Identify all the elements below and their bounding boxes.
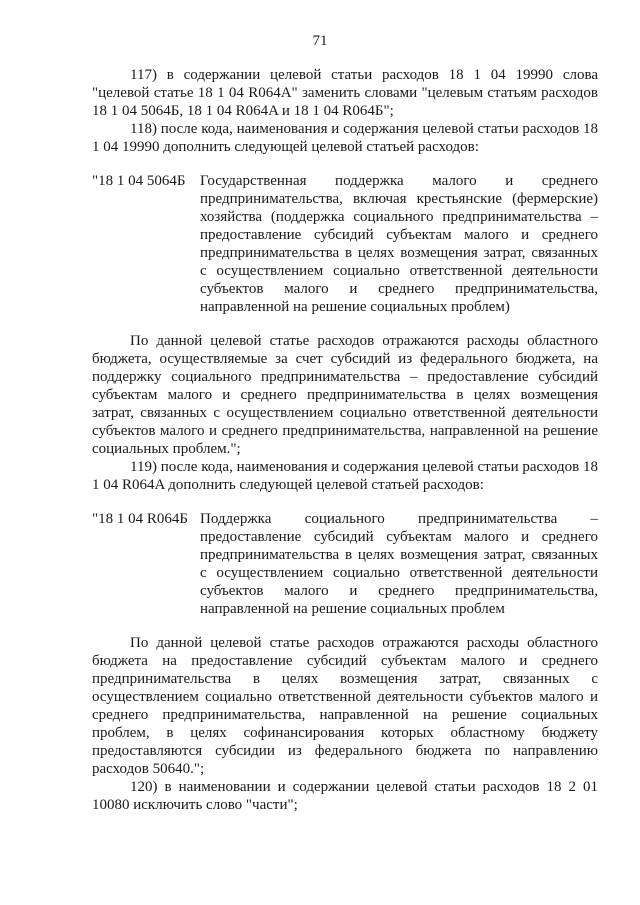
target-article-entry-r064b xyxy=(92,510,598,618)
item-119: 119) после кода, наименования и содержания целевой статьи расходов 18 1 04 R064A дополнить следующей целевой статьей расходов: xyxy=(92,459,598,493)
description-r064b: По данной целевой статье расходов отражаются расходы областного бюджета на предоставление субсидий субъектам малого и среднего предпринимательства в целях возмещения затрат, связанных с осуществлением социально ответственной деятельности субъектов малого и среднего предпринимательства, направленной на решение социальных проблем, в целях софинансирования которых областному бюджету предоставляются субсидии из федерального бюджета по направлению расходов 50640."; xyxy=(92,635,598,777)
page-number: 71 xyxy=(312,33,328,49)
description-5064b: По данной целевой статье расходов отражаются расходы областного бюджета, осуществляемые за счет субсидий из федерального бюджета, на поддержку социального предпринимательства – предоставление субсидий субъектам малого и среднего предпринимательства в целях возмещения затрат, связанных с осуществлением социально ответственной деятельности субъектов малого и среднего предпринимательства, направленной на решение социальных проблем."; xyxy=(92,333,598,457)
target-article-entry-5064b xyxy=(92,172,598,316)
article-title: Государственная поддержка малого и среднего предпринимательства, включая крестьянские (фермерские) хозяйства (поддержка социального предпринимательства – предоставление субсидий субъектам малого и среднего предпринимательства в целях возмещения затрат, связанных с осуществлением социально ответственной деятельности субъектов малого и среднего предпринимательства, направленной на решение социальных проблем) xyxy=(200,173,598,315)
item-117: 117) в содержании целевой статьи расходов 18 1 04 19990 слова "целевой статье 18 1 04 R064A" заменить словами "целевым статьям расходов 18 1 04 5064Б, 18 1 04 R064A и 18 1 04 R064Б"; xyxy=(92,67,598,119)
article-code: "18 1 04 5064Б xyxy=(92,173,186,189)
article-title: Поддержка социального предпринимательства – предоставление субсидий субъектам малого и среднего предпринимательства в целях возмещения затрат, связанных с осуществлением социально ответственной деятельности субъектов малого и среднего предпринимательства, направленной на решение социальных проблем xyxy=(200,511,598,617)
document-body xyxy=(92,66,598,814)
item-120: 120) в наименовании и содержании целевой статьи расходов 18 2 01 10080 исключить слово "части"; xyxy=(92,779,598,813)
item-118: 118) после кода, наименования и содержания целевой статьи расходов 18 1 04 19990 дополнить следующей целевой статьей расходов: xyxy=(92,121,598,155)
article-code: "18 1 04 R064Б xyxy=(92,511,188,527)
